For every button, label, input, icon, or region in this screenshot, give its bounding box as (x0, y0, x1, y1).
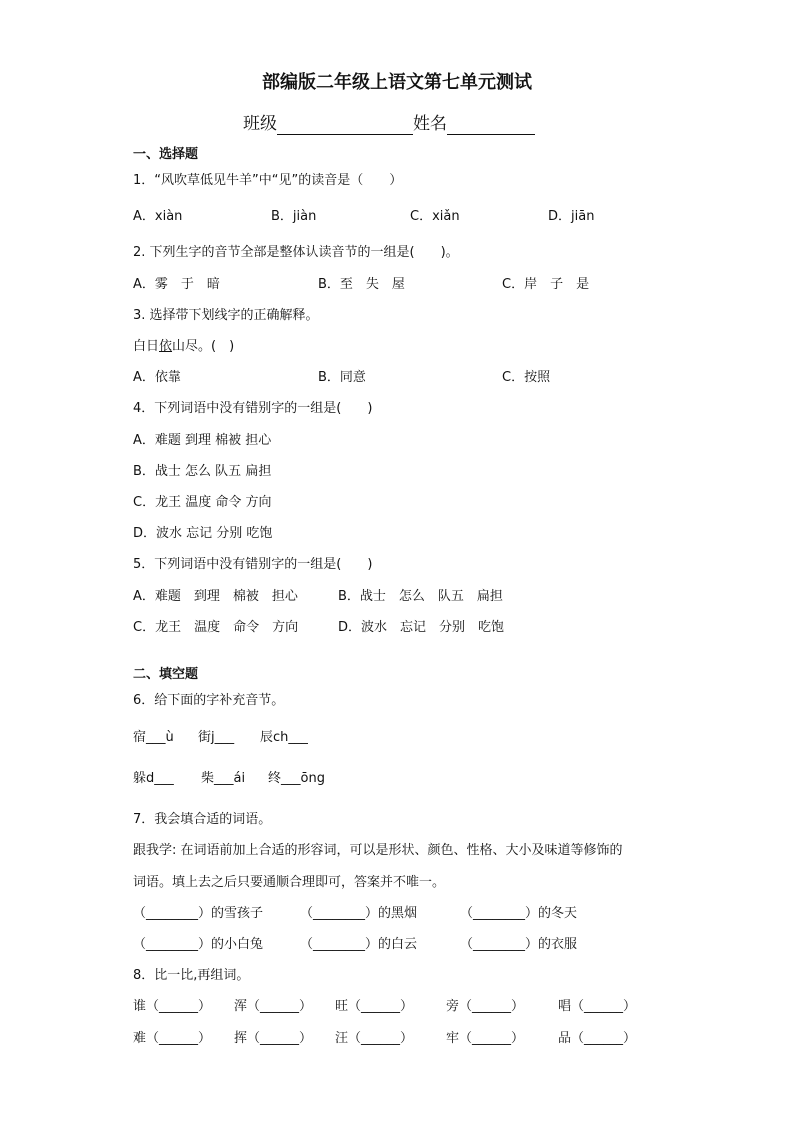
q4-option[interactable]: A．难题 到理 棉被 担心 (133, 433, 272, 448)
q7-blank[interactable]: （________）的白云 (300, 937, 418, 952)
q5-stem: 5．下列词语中没有错别字的一组是( ) (133, 557, 373, 572)
page-title: 部编版二年级上语文第七单元测试 (262, 72, 532, 93)
class-blank[interactable] (277, 116, 413, 135)
q6-blank[interactable]: 躲d___ (133, 771, 174, 786)
q4-option[interactable]: D．波水 忘记 分别 吃饱 (133, 526, 273, 541)
name-label: 姓名 (413, 114, 447, 134)
q7-stem: 7．我会填合适的词语。 (133, 812, 272, 827)
section-heading-choice: 一、选择题 (133, 147, 199, 162)
q2-option[interactable]: C．岸 子 是 (502, 277, 590, 292)
q3-option[interactable]: C．按照 (502, 370, 551, 385)
class-label: 班级 (243, 114, 277, 134)
q3-underlined-char: 依 (159, 339, 173, 354)
q7-blank[interactable]: （________）的衣服 (460, 937, 578, 952)
student-info-line (243, 113, 535, 135)
q7-blank[interactable]: （________）的雪孩子 (133, 906, 264, 921)
q4-option[interactable]: C．龙王 温度 命令 方向 (133, 495, 272, 510)
q3-poem-line: 白日依山尽。( ) (133, 339, 235, 354)
q5-option[interactable]: D．波水 忘记 分别 吃饱 (338, 620, 505, 635)
q7-tip: 跟我学: 在词语前加上合适的形容词，可以是形状、颜色、性格、大小及味道等修饰的 (133, 843, 623, 858)
q3-option[interactable]: B．同意 (318, 370, 366, 385)
q8-blank[interactable]: 旺（______） (335, 999, 414, 1014)
q4-option[interactable]: B．战士 怎么 队五 扁担 (133, 464, 272, 479)
q8-blank[interactable]: 牢（______） (446, 1031, 525, 1046)
q5-option[interactable]: A．难题 到理 棉被 担心 (133, 589, 298, 604)
q7-blank[interactable]: （________）的小白兔 (133, 937, 264, 952)
q5-option[interactable]: C．龙王 温度 命令 方向 (133, 620, 299, 635)
q2-option[interactable]: A．雾 于 暗 (133, 277, 220, 292)
q2-stem: 2. 下列生字的音节全部是整体认读音节的一组是( )。 (133, 245, 459, 260)
q1-option[interactable]: D．jiān (548, 209, 595, 224)
q3-stem: 3. 选择带下划线字的正确解释。 (133, 308, 319, 323)
q6-blank[interactable]: 辰ch___ (260, 730, 308, 745)
q5-option[interactable]: B．战士 怎么 队五 扁担 (338, 589, 503, 604)
q1-option[interactable]: C．xiǎn (410, 209, 460, 224)
q7-blank[interactable]: （________）的冬天 (460, 906, 578, 921)
q2-option[interactable]: B．至 失 屋 (318, 277, 405, 292)
q8-blank[interactable]: 唱（______） (558, 999, 637, 1014)
q8-blank[interactable]: 谁（______） (133, 999, 212, 1014)
q6-blank[interactable]: 街j___ (198, 730, 235, 745)
q1-option[interactable]: B．jiàn (271, 209, 317, 224)
section-heading-fill: 二、填空题 (133, 667, 199, 682)
q8-blank[interactable]: 浑（______） (234, 999, 313, 1014)
q6-stem: 6．给下面的字补充音节。 (133, 693, 285, 708)
q7-blank[interactable]: （________）的黑烟 (300, 906, 418, 921)
name-blank[interactable] (447, 116, 535, 135)
q8-stem: 8．比一比,再组词。 (133, 968, 250, 983)
q8-blank[interactable]: 汪（______） (335, 1031, 414, 1046)
q8-blank[interactable]: 旁（______） (446, 999, 525, 1014)
q1-stem: 1．“风吹草低见牛羊”中“见”的读音是（ ） (133, 173, 403, 188)
q3-option[interactable]: A．依靠 (133, 370, 181, 385)
q4-stem: 4．下列词语中没有错别字的一组是( ) (133, 401, 373, 416)
q7-tip: 词语。填上去之后只要通顺合理即可，答案并不唯一。 (133, 875, 446, 890)
q1-option[interactable]: A．xiàn (133, 209, 183, 224)
q6-blank[interactable]: 宿___ù (133, 730, 174, 745)
q8-blank[interactable]: 品（______） (558, 1031, 637, 1046)
q6-blank[interactable]: 柴___ái (201, 771, 246, 786)
q8-blank[interactable]: 难（______） (133, 1031, 212, 1046)
q6-blank[interactable]: 终___ōng (268, 771, 325, 786)
q8-blank[interactable]: 挥（______） (234, 1031, 313, 1046)
